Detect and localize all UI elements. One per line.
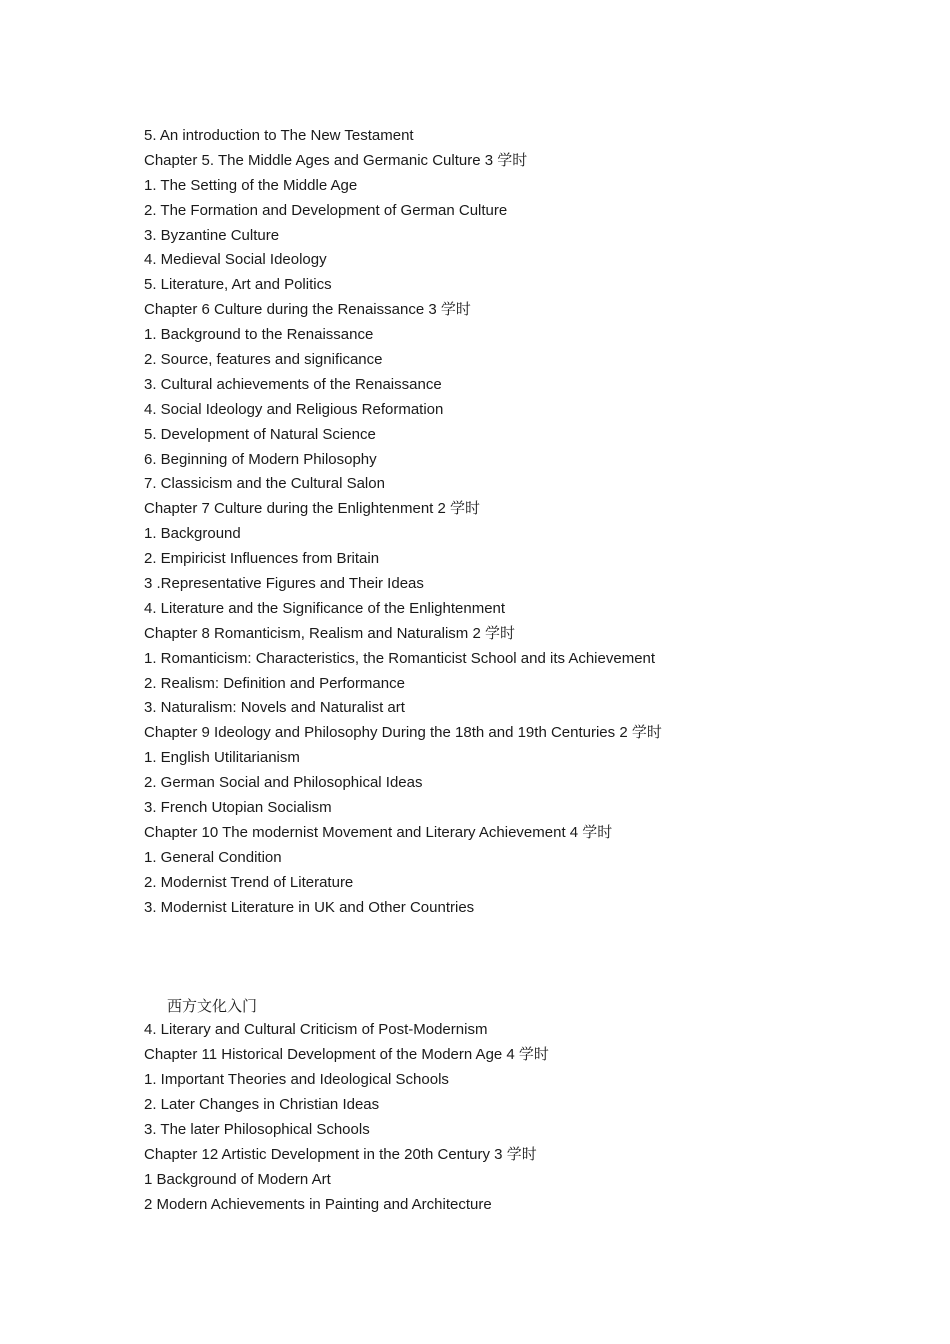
outline-item: 3. Modernist Literature in UK and Other Countries — [144, 898, 475, 916]
outline-item: 3. Byzantine Culture — [144, 226, 280, 244]
outline-item: 7. Classicism and the Cultural Salon — [144, 475, 385, 493]
outline-section-2 — [144, 1018, 864, 1217]
outline-item: 4. Literary and Cultural Criticism of Post-Modernism — [144, 1021, 488, 1039]
outline-item: 1 Background of Modern Art — [144, 1170, 331, 1188]
outline-item: 3. French Utopian Socialism — [144, 799, 332, 817]
outline-item: 3. Cultural achievements of the Renaissance — [144, 375, 442, 393]
chapter-heading: Chapter 5. The Middle Ages and Germanic Culture 3 学时 — [144, 151, 528, 169]
outline-item: 1. Romanticism: Characteristics, the Romanticist School and its Achievement — [144, 649, 656, 667]
chapter-heading: Chapter 8 Romanticism, Realism and Naturalism 2 学时 — [144, 624, 515, 642]
document-page — [144, 124, 864, 1218]
outline-item: 1. The Setting of the Middle Age — [144, 176, 358, 194]
chapter-heading: Chapter 11 Historical Development of the Modern Age 4 学时 — [144, 1046, 549, 1064]
outline-item: 2. The Formation and Development of German Culture — [144, 201, 508, 219]
outline-item: 3. The later Philosophical Schools — [144, 1120, 370, 1138]
outline-item: 1. English Utilitarianism — [144, 749, 300, 767]
chapter-heading: Chapter 9 Ideology and Philosophy During the 18th and 19th Centuries 2 学时 — [144, 724, 662, 742]
document-title: 西方文化入门 — [167, 996, 258, 1015]
chapter-heading: Chapter 10 The modernist Movement and Literary Achievement 4 学时 — [144, 823, 613, 841]
outline-item: 1. General Condition — [144, 848, 282, 866]
outline-item: 1. Background — [144, 525, 241, 543]
outline-item: 1. Important Theories and Ideological Schools — [144, 1071, 449, 1089]
outline-item: 3. Naturalism: Novels and Naturalist art — [144, 699, 405, 717]
outline-item: 2. Source, features and significance — [144, 351, 383, 369]
outline-item: 2. Modernist Trend of Literature — [144, 873, 354, 891]
outline-item: 5. An introduction to The New Testament — [144, 127, 414, 144]
outline-item: 2. Later Changes in Christian Ideas — [144, 1096, 380, 1114]
outline-item: 4. Social Ideology and Religious Reformation — [144, 400, 444, 418]
outline-item: 5. Literature, Art and Politics — [144, 276, 332, 294]
page-break-gap — [144, 921, 864, 994]
outline-item: 4. Medieval Social Ideology — [144, 251, 327, 269]
outline-item: 5. Development of Natural Science — [144, 425, 376, 443]
outline-item: 2. Empiricist Influences from Britain — [144, 550, 380, 568]
outline-item: 2. German Social and Philosophical Ideas — [144, 774, 423, 792]
outline-item: 2. Realism: Definition and Performance — [144, 674, 405, 692]
outline-item: 6. Beginning of Modern Philosophy — [144, 450, 377, 468]
outline-item: 2 Modern Achievements in Painting and Architecture — [144, 1195, 492, 1213]
chapter-heading: Chapter 6 Culture during the Renaissance 3 学时 — [144, 301, 471, 319]
outline-section-1 — [144, 124, 864, 921]
chapter-heading: Chapter 7 Culture during the Enlightenment 2 学时 — [144, 500, 481, 518]
outline-item: 3 .Representative Figures and Their Ideas — [144, 575, 424, 593]
outline-item: 4. Literature and the Significance of the Enlightenment — [144, 599, 506, 617]
outline-item: 1. Background to the Renaissance — [144, 326, 374, 344]
chapter-heading: Chapter 12 Artistic Development in the 20th Century 3 学时 — [144, 1145, 537, 1163]
